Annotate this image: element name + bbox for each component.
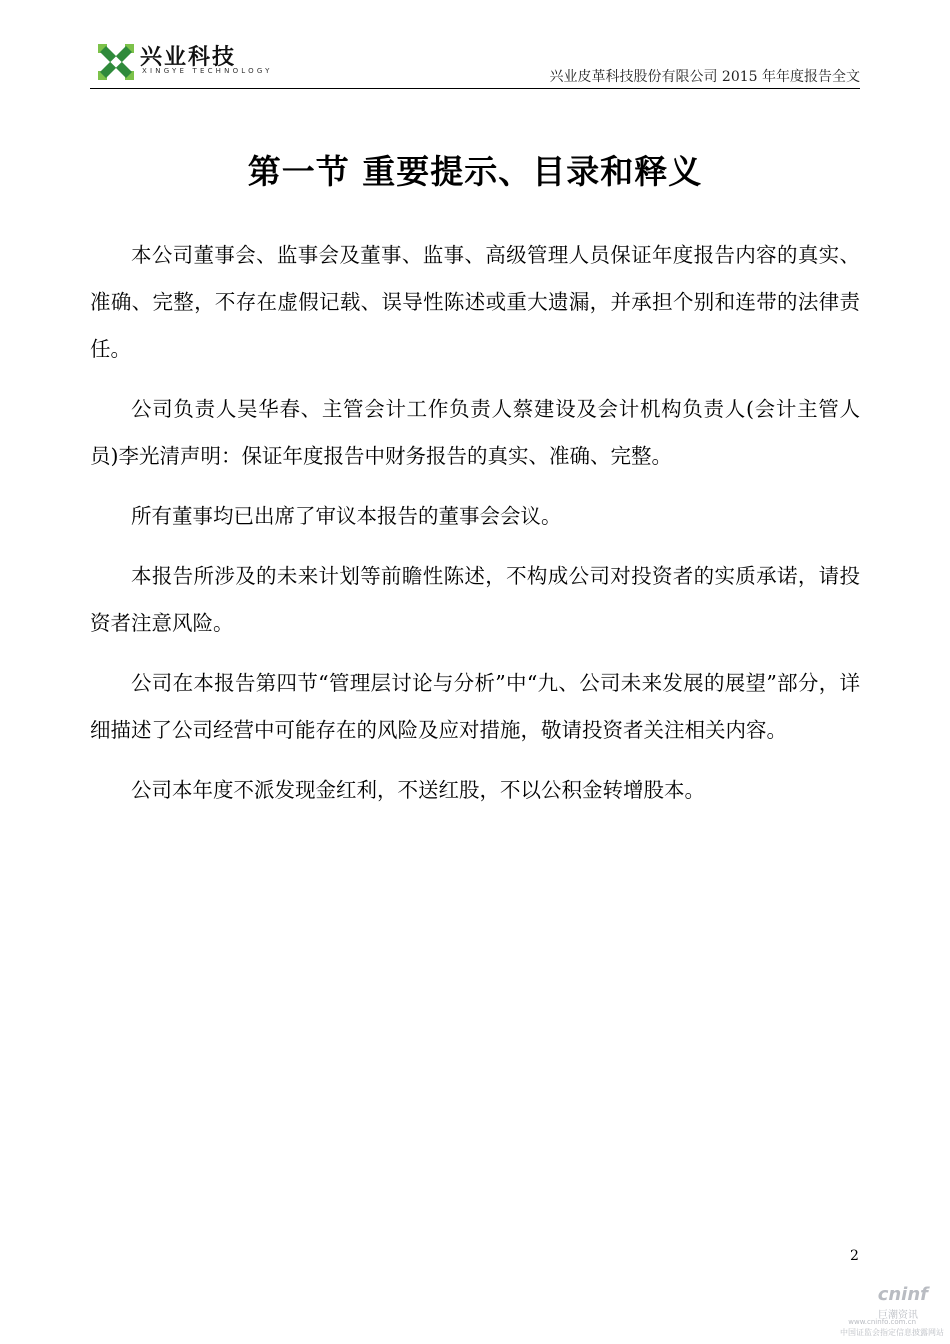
watermark-brand: cninf: [877, 1284, 928, 1305]
watermark-url: www.cninfo.com.cn: [848, 1318, 916, 1326]
watermark-tagline: 中国证监会指定信息披露网站: [840, 1328, 944, 1337]
report-header-title: 兴业皮革科技股份有限公司 2015 年年度报告全文: [549, 69, 860, 85]
xingye-x-logo-icon: [96, 42, 136, 82]
watermark-name: 巨潮资讯: [878, 1310, 918, 1321]
paragraph: 所有董事均已出席了审议本报告的董事会会议。: [131, 504, 562, 528]
paragraph: 本公司董事会、监事会及董事、监事、高级管理人员保证年度报告内容的真实、准确、完整，不存在虚假记载、误导性陈述或重大遗漏，并承担个别和连带的法律责任。: [90, 243, 860, 361]
document-body: [90, 232, 860, 827]
paragraph: 公司本年度不派发现金红利，不送红股，不以公积金转增股本。: [131, 778, 705, 802]
cninfo-watermark: [838, 1284, 950, 1344]
company-logo: [96, 40, 336, 84]
paragraph: 公司在本报告第四节“管理层讨论与分析”中“九、公司未来发展的展望”部分，详细描述了公司经营中可能存在的风险及应对措施，敬请投资者关注相关内容。: [90, 671, 860, 742]
logo-name-en: XINGYE TECHNOLOGY: [142, 67, 273, 75]
header-divider: [90, 88, 860, 89]
section-title: 第一节 重要提示、目录和释义: [247, 152, 703, 191]
paragraph: 本报告所涉及的未来计划等前瞻性陈述，不构成公司对投资者的实质承诺，请投资者注意风险。: [90, 564, 860, 635]
logo-name-cn: 兴业科技: [140, 45, 237, 70]
paragraph: 公司负责人吴华春、主管会计工作负责人蔡建设及会计机构负责人(会计主管人员)李光清声明：保证年度报告中财务报告的真实、准确、完整。: [90, 397, 860, 468]
page-header: [0, 0, 950, 92]
page-number: 2: [850, 1248, 859, 1264]
